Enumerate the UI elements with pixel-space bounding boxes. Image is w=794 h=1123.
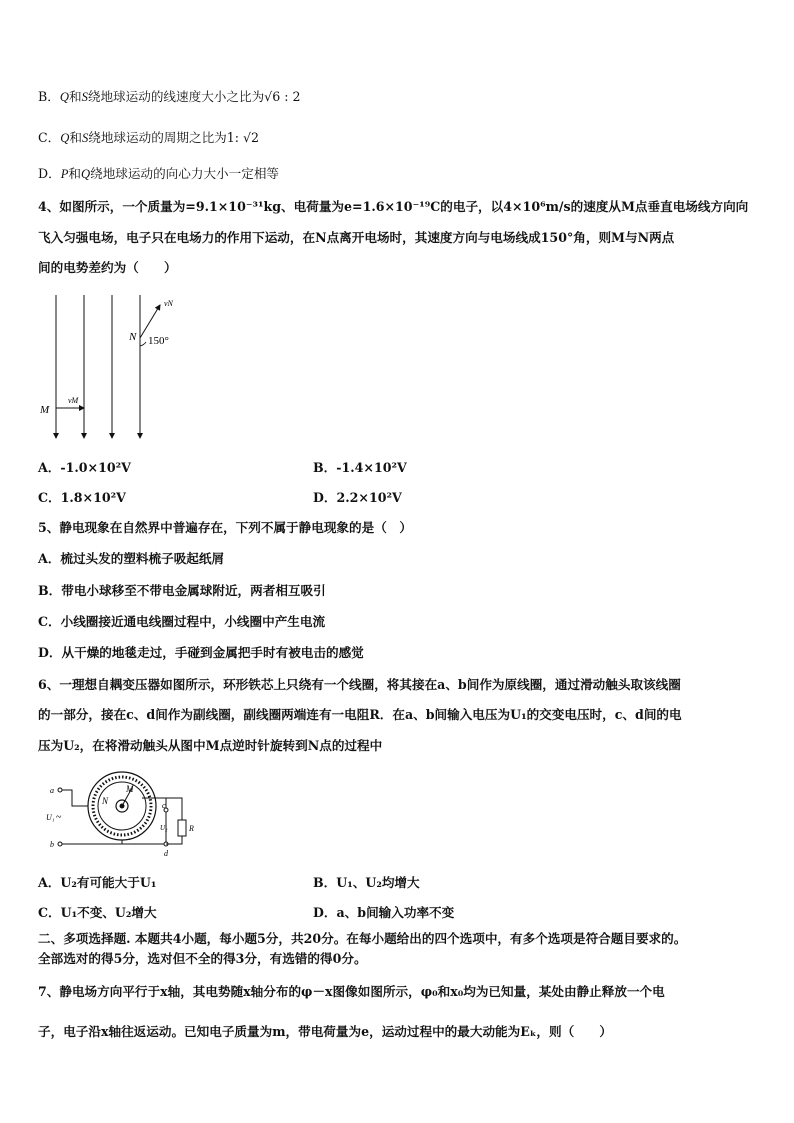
section-2-heading-line1: 二、多项选择题. 本题共4小题，每小题5分，共20分。在每小题给出的四个选项中，有多个选项是符合题目要求的。 <box>38 931 687 946</box>
symbol: S <box>81 90 88 104</box>
q4-stem-line3: 间的电势差约为（ ） <box>38 260 177 275</box>
q4-stem-line2: 飞入匀强电场，电子只在电场力的作用下运动，在N点离开电场时，其速度方向与电场线成150°角，则M与N两点 <box>38 230 675 245</box>
q5-option-c: C．小线圈接近通电线圈过程中，小线圈中产生电流 <box>38 614 326 629</box>
q3-option-c <box>38 130 259 146</box>
option-text: a、b间输入功率不变 <box>336 905 455 920</box>
q6-option-a <box>38 875 156 891</box>
option-label: D． <box>313 490 337 505</box>
q4-stem-line1: 4、如图所示，一个质量为=9.1×10⁻³¹kg、电荷量为e=1.6×10⁻¹⁹C的电子，以4×10⁶m/s的速度从M点垂直电场线方向向 <box>38 199 749 214</box>
angle-label: 150° <box>148 335 169 347</box>
option-text: -1.4×10²V <box>336 460 407 475</box>
q5-stem: 5、静电现象在自然界中普遍存在，下列不属于静电现象的是（ ） <box>38 520 412 535</box>
vn-label: vN <box>164 299 173 308</box>
q6-option-d <box>313 905 454 921</box>
option-label: D． <box>38 166 61 181</box>
q3-option-d <box>38 166 279 182</box>
option-text: U₁、U₂均增大 <box>336 875 420 890</box>
q6-option-b <box>313 875 420 891</box>
text: 和 <box>68 89 82 104</box>
terminal-a-label: a <box>50 786 54 795</box>
ratio: √6 : 2 <box>264 89 301 104</box>
option-text: U₁不变、U₂增大 <box>60 905 157 920</box>
q4-option-a <box>38 460 131 476</box>
symbol: P <box>60 167 69 181</box>
symbol: S <box>81 131 89 145</box>
q6-option-c <box>38 905 157 921</box>
terminal-c-label: c <box>162 801 166 810</box>
q6-stem-line3: 压为U₂，在将滑动触头从图中M点逆时针旋转到N点的过程中 <box>38 738 383 753</box>
option-label: A． <box>38 460 61 475</box>
q4-option-c <box>38 490 126 506</box>
option-label: C． <box>38 905 61 920</box>
option-text: 2.2×10²V <box>336 490 402 505</box>
option-label: B． <box>313 460 337 475</box>
q5-option-d: D．从干燥的地毯走过，手碰到金属把手时有被电击的感觉 <box>38 645 364 660</box>
symbol: Q <box>81 167 91 181</box>
q6-stem-line1: 6、一理想自耦变压器如图所示，环形铁芯上只绕有一个线圈，将其接在a、b间作为原线圈，通过滑动触头取该线圈 <box>38 677 681 692</box>
text: 绕地球运动的线速度大小之比为 <box>87 89 265 104</box>
q4-field-diagram <box>36 290 206 440</box>
option-label: A． <box>38 875 61 890</box>
terminal-d-label: d <box>164 849 168 858</box>
u2-label: U₂ <box>160 824 168 832</box>
u1-label: U₁ <box>46 813 55 822</box>
q7-stem-line1: 7、静电场方向平行于x轴，其电势随x轴分布的φ－x图像如图所示，φ₀和x₀均为已知量，某处由静止释放一个电 <box>38 984 665 999</box>
svg-text:~: ~ <box>56 812 62 823</box>
option-text: -1.0×10²V <box>60 460 131 475</box>
ratio: 1: √2 <box>226 130 260 145</box>
terminal-a <box>58 788 62 792</box>
q7-stem-line2: 子，电子沿x轴往返运动。已知电子质量为m，带电荷量为e，运动过程中的最大动能为Eₖ，则（ ） <box>38 1024 612 1039</box>
option-label: D． <box>313 905 337 920</box>
vm-label: vM <box>68 396 79 405</box>
terminal-b-label: b <box>50 840 54 849</box>
option-label: C． <box>38 490 61 505</box>
q3-option-b <box>38 89 300 105</box>
velocity-n-arrow <box>140 305 160 338</box>
text: 和 <box>69 130 82 145</box>
point-n-label: N <box>102 796 109 806</box>
text: 和 <box>68 166 81 181</box>
symbol: Q <box>59 90 69 104</box>
q5-option-a: A．梳过头发的塑料梳子吸起纸屑 <box>38 551 225 566</box>
option-text: U₂有可能大于U₁ <box>60 875 157 890</box>
text: 绕地球运动的周期之比为 <box>88 130 227 145</box>
q6-transformer-diagram <box>42 768 212 858</box>
q4-option-d <box>313 490 402 506</box>
option-label: B． <box>38 89 60 104</box>
point-m-label: M <box>126 784 134 794</box>
option-label: B． <box>313 875 337 890</box>
resistor-label: R <box>189 824 194 833</box>
q5-option-b: B．带电小球移至不带电金属球附近，两者相互吸引 <box>38 583 326 598</box>
resistor-r <box>178 820 186 836</box>
angle-arc <box>140 342 146 346</box>
point-n-label: N <box>129 331 137 343</box>
text: 绕地球运动的向心力大小一定相等 <box>90 166 280 181</box>
point-m-label: M <box>40 404 50 416</box>
q6-stem-line2: 的一部分，接在c、d间作为副线圈，副线圈两端连有一电阻R．在a、b间输入电压为U₁的交变电压时，c、d间的电 <box>38 707 682 722</box>
option-label: C． <box>38 130 61 145</box>
q4-option-b <box>313 460 407 476</box>
option-text: 1.8×10²V <box>60 490 126 505</box>
section-2-heading-line2: 全部选对的得5分，选对但不全的得3分，有选错的得0分。 <box>38 951 367 966</box>
terminal-b <box>58 842 62 846</box>
symbol: Q <box>60 131 70 145</box>
